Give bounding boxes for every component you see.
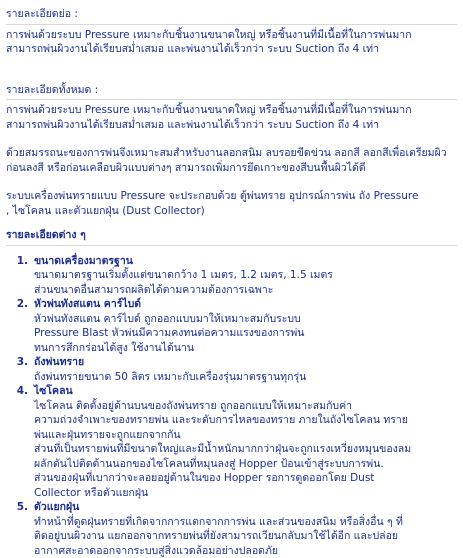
text-line: สามารถพ่นผิวงานได้เรียบสม่ำเสมอ และพ่นงานได้เร็วกว่า ระบบ Suction ถึง 4 เท่า	[6, 42, 457, 57]
text-line: การพ่นด้วยระบบ Pressure เหมาะกับชิ้นงานขนาดใหญ่ หรือชิ้นงานที่มีเนื้อที่ในการพ่นมาก	[6, 103, 457, 118]
item-heading: ขนาดเครื่องมาตรฐาน	[34, 254, 457, 269]
item-line: ส่วนของฝุ่นที่เบากว่าจะลอยอยู่ด้านในของ Hopper รอการดูดออกโดย Dust	[34, 471, 457, 486]
divider	[6, 24, 457, 25]
item-line: ทำหน้าที่ดูดฝุ่นทรายที่เกิดจากการแตกจากการพ่น และส่วนของสนิม หรือสิ่งอื่น ๆ ที่	[34, 515, 457, 530]
item-line: ทนการสึกกร่อนได้สูง ใช้งานได้นาน	[34, 341, 457, 356]
item-line: Collector หรือตัวแยกฝุ่น	[34, 486, 457, 501]
item-line: ไซโคลน ติดตั้งอยู่ด้านบนของถังพ่นทราย ถูกออกแบบให้เหมาะสมกับค่า	[34, 399, 457, 414]
list-item	[6, 254, 457, 298]
list-item	[6, 384, 457, 500]
item-line: ผลักดันไปติดด้านนอกของไซโคลนที่หมุนลงสู่ Hopper ป้อนเข้าสู่ระบบการพ่น.	[34, 457, 457, 472]
item-line: ติดอยู่บนผิวงาน แยกออกจากทรายพ่นที่ยังสามารถเวียนกลับมาใช้ได้อีก และปล่อย	[34, 529, 457, 544]
item-number: 5.	[6, 500, 34, 558]
text-line: , ไซโคลน และตัวแยกฝุ่น (Dust Collector)	[6, 204, 457, 219]
text-line: การพ่นด้วยระบบ Pressure เหมาะกับชิ้นงานขนาดใหญ่ หรือชิ้นงานที่มีเนื้อที่ในการพ่นมาก	[6, 28, 457, 43]
list-item	[6, 297, 457, 355]
item-line: ความถ่วงจำเพาะของทรายพ่น และระดับการไหลของทราย ภายในถังไซโคลน ทราย	[34, 413, 457, 428]
item-line: Pressure Blast หัวพ่นมีความคงทนต่อความแรงของการพ่น	[34, 326, 457, 341]
item-line: หัวพ่นทังสแตน คาร์ไบด์ ถูกออกแบบมาให้เหมาะสมกับระบบ	[34, 312, 457, 327]
text-line: ระบบเครื่องพ่นทรายแบบ Pressure จะประกอบด้วย ตู้พ่นทราย อุปกรณ์การพ่น ถัง Pressure	[6, 189, 457, 204]
divider	[6, 245, 457, 246]
full-detail-para-3	[6, 189, 457, 218]
list-item	[6, 500, 457, 558]
divider	[6, 99, 457, 100]
item-heading: ถังพ่นทราย	[34, 355, 457, 370]
item-line: อากาศสะอาดออกจากระบบสู่สิ่งแวดล้อมอย่างปลอดภัย	[34, 544, 457, 558]
item-heading: หัวพ่นทังสแตน คาร์ไบด์	[34, 297, 457, 312]
full-detail-title: รายละเอียดทั้งหมด :	[6, 83, 457, 98]
short-detail-title: รายละเอียดย่อ :	[6, 7, 457, 22]
text-line: สามารถพ่นผิวงานได้เรียบสม่ำเสมอ และพ่นงานได้เร็วกว่า ระบบ Suction ถึง 4 เท่า	[6, 118, 457, 133]
item-number: 3.	[6, 355, 34, 384]
item-number: 1.	[6, 254, 34, 298]
short-detail-text	[6, 28, 457, 57]
item-heading: ตัวแยกฝุ่น	[34, 500, 457, 515]
text-line: ก่อนลงสี หรือก่อนเคลือบผิวแบบต่างๆ สามารถเพิ่มการยึดเกาะของสีบนพื้นผิวได้ดี	[6, 161, 457, 176]
detail-list	[6, 254, 457, 558]
item-line: ส่วนขนาดอื่นสามารถผลิตได้ตามความต้องการเฉพาะ	[34, 283, 457, 298]
list-item	[6, 355, 457, 384]
text-line: ด้วยสมรรถนะของการพ่นจึงเหมาะสมสำหรับงานลอกสนิม ลบรอยขีดข่วน ลอกสี ลอกสีเพื่อเตรียมผิว	[6, 146, 457, 161]
item-number: 2.	[6, 297, 34, 355]
item-line: พ่นและฝุ่นทรายจะถูกแยกจากกัน	[34, 428, 457, 443]
item-heading: ไซโคลน	[34, 384, 457, 399]
item-line: ขนาดมาตรฐานเริ่มตั้งแต่ขนาดกว้าง 1 เมตร, 1.2 เมตร, 1.5 เมตร	[34, 268, 457, 283]
full-detail-para-1	[6, 103, 457, 132]
item-number: 4.	[6, 384, 34, 500]
full-detail-para-2	[6, 146, 457, 175]
item-line: ถังพ่นทรายขนาด 50 ลิตร เหมาะกับเครื่องรุ่นมาตรฐานทุกรุ่น	[34, 370, 457, 385]
item-line: ส่วนที่เป็นทรายพ่นที่มีขนาดใหญ่และมีน้ำหนักมากกว่าฝุ่นจะถูกแรงเหวี่ยงหมุนของลม	[34, 442, 457, 457]
various-detail-title: รายละเอียดต่าง ๆ	[6, 228, 457, 243]
